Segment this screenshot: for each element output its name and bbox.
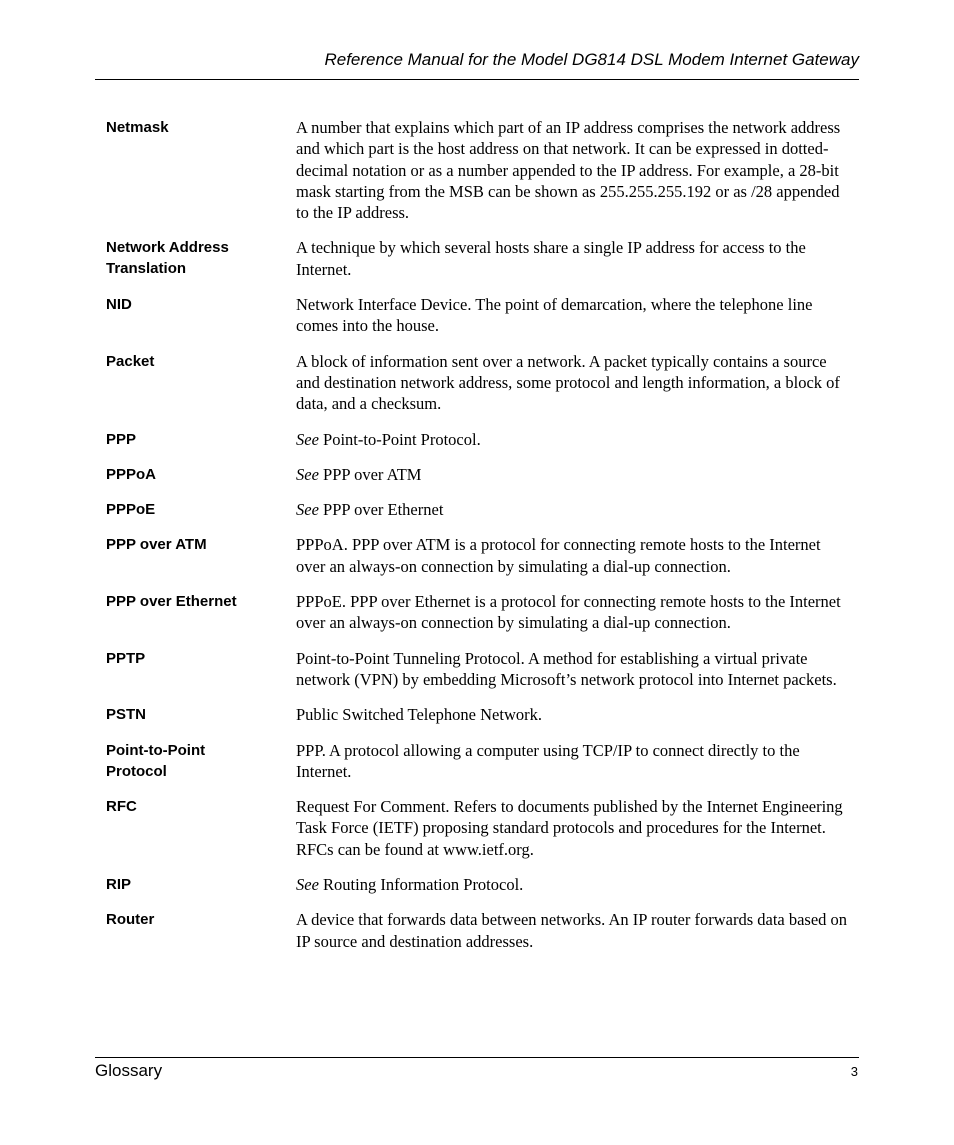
glossary-entry-network-address-translation xyxy=(106,237,858,280)
glossary-list xyxy=(106,117,858,966)
glossary-entry-ppp-over-ethernet xyxy=(106,591,858,634)
glossary-entry-pppoe xyxy=(106,499,858,520)
see-target: PPP over ATM xyxy=(323,464,422,484)
glossary-entry-pppoa xyxy=(106,464,858,485)
glossary-term-line: Translation xyxy=(106,260,187,278)
running-header-title: Reference Manual for the Model DG814 DSL Modem Internet Gateway xyxy=(324,50,859,69)
glossary-definition: A technique by which several hosts share a single IP address for access to the Internet. xyxy=(296,238,806,279)
glossary-entry-pstn xyxy=(106,704,858,725)
glossary-definition: Point-to-Point Tunneling Protocol. A method for establishing a virtual private network (VPN) by embedding Microsoft’s network protocol into Internet packets. xyxy=(296,648,837,689)
glossary-term: PPP over Ethernet xyxy=(106,593,237,611)
glossary-term: PPTP xyxy=(106,649,146,667)
glossary-term: Netmask xyxy=(106,119,169,136)
glossary-term-line: Point-to-Point xyxy=(106,741,206,759)
see-target: Point-to-Point Protocol. xyxy=(323,429,481,449)
glossary-entry-rfc xyxy=(106,796,858,860)
glossary-term: PPPoA xyxy=(106,465,157,483)
glossary-definition xyxy=(296,464,851,485)
glossary-definition xyxy=(296,874,851,895)
glossary-entry-point-to-point-protocol xyxy=(106,740,858,783)
see-target: PPP over Ethernet xyxy=(323,500,444,520)
glossary-term xyxy=(106,740,296,783)
glossary-term: RIP xyxy=(106,876,132,894)
glossary-definition: PPP. A protocol allowing a computer using TCP/IP to connect directly to the Internet. xyxy=(296,740,800,781)
glossary-term: PPPoE xyxy=(106,501,156,519)
header-rule xyxy=(95,79,859,80)
see-reference: See xyxy=(296,875,319,895)
page-number: 3 xyxy=(850,1064,858,1079)
glossary-term: PSTN xyxy=(106,706,147,724)
see-reference: See xyxy=(296,429,319,449)
see-reference: See xyxy=(296,500,319,520)
footer-rule xyxy=(95,1057,859,1058)
glossary-term-line: Network Address xyxy=(106,239,229,257)
glossary-definition: A device that forwards data between networks. An IP router forwards data based on IP source and destination addresses. xyxy=(296,910,848,951)
see-reference: See xyxy=(296,464,319,484)
glossary-definition: Network Interface Device. The point of demarcation, where the telephone line comes into the house. xyxy=(296,295,813,336)
glossary-term: PPP over ATM xyxy=(106,536,207,554)
glossary-definition: A number that explains which part of an IP address comprises the network address and which part is the host address on that network. It can be expressed in dotted-decimal notation or as a number appended to the IP address. For example, a 28-bit mask starting from the MSB can be shown as 255.255.255.192 or as /28 appended to the IP address. xyxy=(296,118,841,223)
glossary-term: Router xyxy=(106,911,155,929)
glossary-entry-pptp xyxy=(106,648,858,691)
glossary-entry-rip xyxy=(106,874,858,895)
footer-section-name: Glossary xyxy=(95,1061,163,1080)
glossary-definition xyxy=(296,499,851,520)
glossary-definition: A block of information sent over a network. A packet typically contains a source and destination network address, some protocol and length information, a block of data, and a checksum. xyxy=(296,351,840,414)
glossary-term: NID xyxy=(106,296,132,314)
glossary-entry-ppp xyxy=(106,429,858,450)
glossary-definition: Public Switched Telephone Network. xyxy=(296,705,542,725)
glossary-definition: PPPoE. PPP over Ethernet is a protocol for connecting remote hosts to the Internet over an always-on connection by simulating a dial-up connection. xyxy=(296,592,841,633)
glossary-definition xyxy=(296,429,851,450)
glossary-term xyxy=(106,237,296,280)
glossary-term-line: Protocol xyxy=(106,762,167,780)
see-target: Routing Information Protocol. xyxy=(323,875,524,895)
glossary-entry-packet xyxy=(106,351,858,415)
glossary-entry-netmask xyxy=(106,117,858,223)
glossary-entry-ppp-over-atm xyxy=(106,534,858,577)
glossary-term: PPP xyxy=(106,430,137,448)
glossary-term: Packet xyxy=(106,352,155,370)
glossary-term: RFC xyxy=(106,798,137,816)
glossary-definition: PPPoA. PPP over ATM is a protocol for connecting remote hosts to the Internet over an always-on connection by simulating a dial-up connection. xyxy=(296,535,821,576)
glossary-entry-nid xyxy=(106,294,858,337)
glossary-entry-router xyxy=(106,909,858,952)
glossary-definition: Request For Comment. Refers to documents published by the Internet Engineering Task Force (IETF) proposing standard protocols and procedures for the Internet. RFCs can be found at www.ietf.org. xyxy=(296,797,843,859)
